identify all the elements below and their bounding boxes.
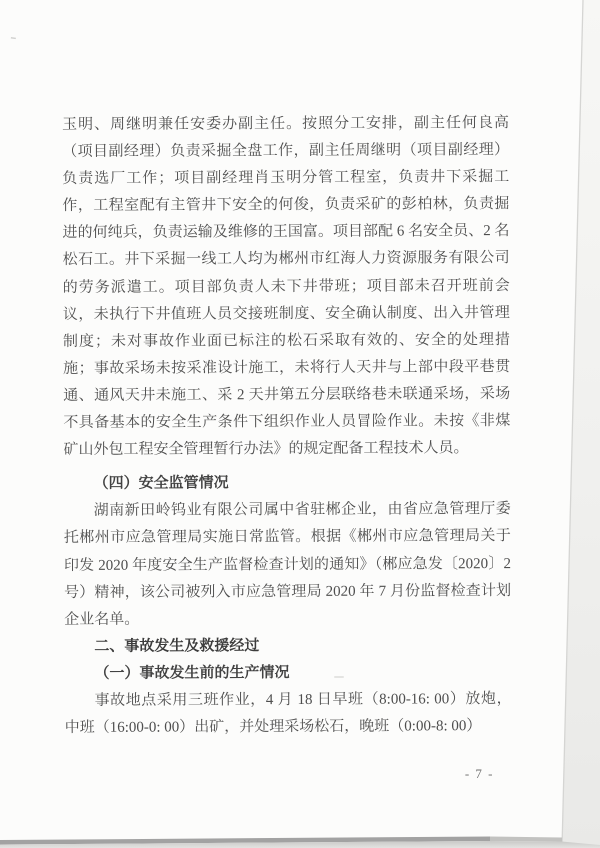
scanner-background-strip <box>562 0 600 848</box>
bottom-edge-line <box>0 837 490 845</box>
page-number: - 7 - <box>464 766 494 781</box>
paragraph: 玉明、周继明兼任安委办副主任。按照分工安排，副主任何良高（项目副经理）负责采掘全盘工作，副主任周继明（项目副经理）负责选厂工作；项目副经理肖玉明分管工程室，负责井下采掘工作，工程室配有主管井下安全的何俊，负责采矿的彭柏林，负责掘进的何纯兵，负责运输及维修的王国富。项目部配 6 名安全员、2 名松石工。井下采掘一线工人均为郴州市红海人力资源服务有限公司的劳务派遣工。项目部负责人未下井带班；项目部未召开班前会议，未执行下井值班人员交接班制度、安全确认制度、出入井管理制度；未对事故作业面已标注的松石采取有效的、安全的处理措施；事故采场未按采准设计施工，未将行人天井与上部中段平巷贯通、通风天井未施工、采 2 天井第五分层联络巷未联通采场，采场不具备基本的安全生产条件下组织作业人员冒险作业。未按《非煤矿山外包工程安全管理暂行办法》的规定配备工程技术人员。 <box>62 115 511 459</box>
bottom-scan-shadow <box>0 841 600 848</box>
section-heading: 二、事故发生及救援经过 <box>94 637 260 655</box>
section-heading: （一）事故发生前的生产情况 <box>94 664 290 682</box>
bottom-edge-line-fade <box>490 837 562 842</box>
scan-speck <box>11 37 16 39</box>
page-edge-line <box>562 0 583 848</box>
paragraph: 湖南新田岭钨业有限公司属中省驻郴企业，由省应急管理厅委托郴州市应急管理局实施日常监管。根据《郴州市应急管理局关于印发 2020 年度安全生产监督检查计划的通知》（郴应急发〔2020〕2 号）精神，该公司被列入市应急管理局 2020 年 7 月份监督检查计划企业名单。 <box>63 501 512 628</box>
section-heading: （四）安全监管情况 <box>93 475 229 493</box>
document-body <box>62 110 512 742</box>
paragraph: 事故地点采用三班作业，4 月 18 日早班（8:00-16: 00）放炮，中班（16:00-0: 00）出矿，并处理采场松石，晚班（0:00-8: 00） <box>64 691 512 737</box>
